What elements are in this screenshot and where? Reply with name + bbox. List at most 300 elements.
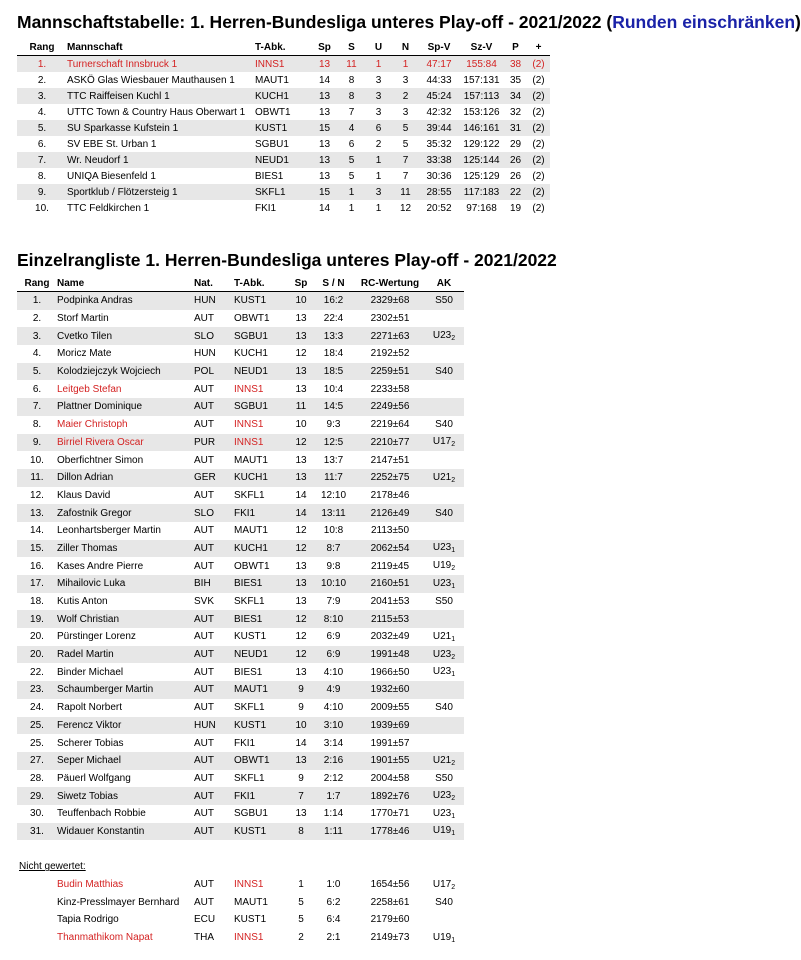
team-table-title: Mannschaftstabelle: 1. Herren-Bundesliga unteres Play-off - 2021/2022 (Runden einschränken) — [17, 12, 801, 32]
team-game-ratio: 47:17 — [419, 56, 459, 73]
player-name[interactable]: Dillon Adrian — [57, 469, 194, 487]
player-row — [17, 398, 464, 416]
team-game-ratio: 35:32 — [426, 138, 452, 150]
player-rc-rating: 2329±68 — [356, 292, 424, 310]
player-rank: 16. — [30, 560, 44, 572]
player-rank: 7. — [17, 398, 57, 416]
player-name[interactable]: Tapia Rodrigo — [57, 914, 119, 926]
player-rank: 5. — [17, 363, 57, 381]
team-row — [17, 88, 550, 104]
player-age-class — [424, 292, 464, 310]
player-row — [17, 380, 464, 398]
player-age-class — [424, 557, 464, 575]
player-name[interactable]: Pürstinger Lorenz — [57, 631, 136, 643]
player-rank: 1. — [17, 292, 57, 310]
player-team-abbr[interactable]: INNS1 — [234, 419, 264, 431]
age-class-label: U17 — [432, 878, 452, 890]
age-class-label: S50 — [435, 596, 453, 608]
player-played: 13 — [295, 560, 307, 572]
player-nationality: AUT — [194, 610, 234, 628]
team-bonus: (2) — [532, 202, 545, 214]
player-name[interactable]: Maier Christoph — [57, 419, 128, 431]
player-age-class — [424, 540, 464, 558]
age-class-subscript: 1 — [451, 812, 456, 820]
player-team-abbr[interactable]: INNS1 — [234, 383, 264, 395]
player-team-abbr[interactable]: SKFL1 — [234, 596, 265, 608]
player-name[interactable]: Rapolt Norbert — [57, 702, 123, 714]
player-team-abbr[interactable]: MAUT1 — [234, 896, 268, 908]
team-name[interactable]: SU Sparkasse Kufstein 1 — [67, 120, 255, 136]
player-team-abbr[interactable]: MAUT1 — [234, 525, 268, 537]
col-mannschaft[interactable]: Mannschaft — [67, 40, 255, 56]
player-win-loss: 6:2 — [326, 896, 341, 908]
team-points: 38 — [504, 56, 527, 73]
age-class-label: S40 — [435, 702, 453, 714]
player-nationality: AUT — [194, 896, 214, 908]
age-class-subscript: 2 — [451, 476, 456, 484]
player-rc-rating: 2004±58 — [370, 772, 410, 784]
player-rc-rating: 1654±56 — [370, 879, 410, 891]
player-name[interactable]: Kases Andre Pierre — [57, 560, 144, 572]
player-win-loss: 14:5 — [311, 398, 356, 416]
col-ak[interactable]: AK — [424, 276, 464, 292]
team-name[interactable]: SV EBE St. Urban 1 — [67, 138, 157, 150]
player-rc-rating: 2258±61 — [370, 896, 410, 908]
team-draws: 1 — [365, 56, 392, 73]
player-played: 5 — [298, 896, 304, 908]
player-nationality: AUT — [194, 787, 234, 805]
col-plus[interactable]: + — [527, 40, 550, 56]
player-age-class — [424, 805, 464, 823]
player-name[interactable]: Budin Matthias — [57, 879, 124, 891]
player-team-abbr[interactable]: KUST1 — [234, 631, 267, 643]
player-team-abbr[interactable]: INNS1 — [234, 932, 264, 944]
team-abbr: BIES1 — [255, 170, 284, 182]
age-class-subscript: 1 — [451, 671, 456, 679]
player-team-abbr[interactable]: SKFL1 — [234, 489, 265, 501]
player-age-class — [424, 876, 464, 894]
player-played: 13 — [291, 327, 311, 345]
player-team-abbr[interactable]: OBWT1 — [234, 560, 270, 572]
team-row — [17, 56, 550, 73]
age-class-label: U23 — [432, 648, 452, 660]
team-game-ratio: 45:24 — [419, 88, 459, 104]
team-played: 13 — [318, 106, 331, 118]
player-team-abbr[interactable]: BIES1 — [234, 575, 291, 593]
team-set-ratio: 153:126 — [463, 106, 500, 118]
player-team-abbr[interactable]: KUST1 — [234, 717, 291, 735]
col-spv[interactable]: Sp-V — [419, 40, 459, 56]
player-played: 14 — [295, 737, 307, 749]
team-table-header — [17, 40, 550, 56]
player-row — [17, 575, 464, 593]
player-name[interactable]: Radel Martin — [57, 646, 194, 664]
team-name[interactable]: UTTC Town & Country Haus Oberwart 1 — [67, 106, 246, 118]
player-row — [17, 681, 464, 699]
player-team-abbr[interactable]: BIES1 — [234, 666, 263, 678]
player-team-abbr[interactable]: SKFL1 — [234, 772, 265, 784]
player-age-class — [424, 681, 464, 699]
player-rank: 8. — [32, 419, 42, 431]
player-name[interactable]: Siwetz Tobias — [57, 787, 194, 805]
player-name[interactable]: Plattner Dominique — [57, 398, 194, 416]
player-rc-rating: 2259±51 — [356, 363, 424, 381]
age-class-label: S50 — [435, 295, 453, 307]
player-name[interactable]: Leitgeb Stefan — [57, 383, 122, 395]
col-tabk[interactable]: T-Abk. — [255, 40, 311, 56]
player-name[interactable]: Kutis Anton — [57, 596, 108, 608]
col-u[interactable]: U — [365, 40, 392, 56]
col-rang[interactable]: Rang — [17, 276, 57, 292]
player-name[interactable]: Storf Martin — [57, 313, 109, 325]
player-nationality: AUT — [194, 752, 234, 770]
player-played: 12 — [295, 631, 307, 643]
team-losses: 1 — [392, 56, 419, 73]
player-team-abbr[interactable]: SGBU1 — [234, 327, 291, 345]
col-s[interactable]: S — [338, 40, 365, 56]
age-class-label: S50 — [435, 772, 453, 784]
player-row — [17, 451, 464, 469]
player-nationality: GER — [194, 469, 234, 487]
team-points: 22 — [504, 184, 527, 200]
col-sn[interactable]: S / N — [311, 276, 356, 292]
player-age-class — [424, 787, 464, 805]
team-draws: 1 — [375, 170, 382, 182]
team-name[interactable]: TTC Raiffeisen Kuchl 1 — [67, 88, 255, 104]
player-rank: 24. — [30, 702, 44, 714]
player-played: 11 — [291, 398, 311, 416]
team-draws: 1 — [375, 202, 382, 214]
player-win-loss: 1:14 — [323, 808, 344, 820]
player-win-loss: 2:16 — [311, 752, 356, 770]
team-game-ratio: 42:32 — [426, 106, 452, 118]
player-win-loss: 2:12 — [323, 772, 344, 784]
player-age-class — [424, 893, 464, 911]
team-bonus: (2) — [532, 138, 545, 150]
player-age-class — [424, 610, 464, 628]
team-wins: 8 — [338, 88, 365, 104]
player-win-loss: 1:11 — [311, 823, 356, 841]
player-team-abbr[interactable]: KUST1 — [234, 823, 291, 841]
age-class-label: U21 — [432, 471, 452, 483]
col-p[interactable]: P — [504, 40, 527, 56]
team-abbr: KUST1 — [255, 120, 311, 136]
player-row — [17, 504, 464, 522]
player-nationality: AUT — [194, 879, 214, 891]
team-standings-table — [17, 40, 550, 216]
team-losses: 3 — [402, 74, 409, 86]
team-bonus: (2) — [532, 170, 545, 182]
team-name[interactable]: TTC Feldkirchen 1 — [67, 202, 150, 214]
col-tabk[interactable]: T-Abk. — [234, 276, 291, 292]
team-set-ratio: 157:113 — [459, 88, 504, 104]
not-rated-label-row — [17, 858, 464, 876]
player-name[interactable]: Ferencz Viktor — [57, 717, 194, 735]
player-win-loss: 10:8 — [323, 525, 344, 537]
age-class-subscript: 2 — [451, 565, 456, 573]
player-played: 10 — [295, 419, 307, 431]
player-rc-rating: 1991±48 — [356, 646, 424, 664]
player-team-abbr[interactable]: MAUT1 — [234, 681, 291, 699]
player-nationality: AUT — [194, 454, 214, 466]
player-nationality: AUT — [194, 419, 214, 431]
col-n[interactable]: N — [392, 40, 419, 56]
player-row — [17, 699, 464, 717]
player-win-loss: 3:14 — [323, 737, 344, 749]
team-losses: 11 — [392, 184, 419, 200]
player-team-abbr[interactable]: FKI1 — [234, 504, 291, 522]
age-class-label: S40 — [435, 366, 453, 378]
player-played: 5 — [298, 914, 304, 926]
age-class-subscript: 1 — [451, 936, 456, 944]
team-wins: 7 — [348, 106, 355, 118]
player-name[interactable]: Moricz Mate — [57, 348, 112, 360]
player-win-loss: 6:9 — [311, 646, 356, 664]
team-set-ratio: 97:168 — [466, 202, 497, 214]
player-name[interactable]: Podpinka Andras — [57, 292, 194, 310]
player-name[interactable]: Wolf Christian — [57, 610, 194, 628]
player-name[interactable]: Cvetko Tilen — [57, 327, 194, 345]
player-name[interactable]: Päuerl Wolfgang — [57, 772, 131, 784]
player-name[interactable]: Ziller Thomas — [57, 540, 194, 558]
player-rank: 25. — [17, 717, 57, 735]
player-nationality: AUT — [194, 540, 234, 558]
player-age-class — [424, 469, 464, 487]
team-abbr: NEUD1 — [255, 152, 311, 168]
player-played: 8 — [291, 823, 311, 841]
col-rc[interactable]: RC-Wertung — [356, 276, 424, 292]
team-name[interactable]: ASKÖ Glas Wiesbauer Mauthausen 1 — [67, 74, 235, 86]
player-row — [17, 876, 464, 894]
player-row — [17, 734, 464, 752]
age-class-subscript: 1 — [451, 635, 456, 643]
player-win-loss: 12:5 — [311, 434, 356, 452]
player-played: 12 — [295, 525, 307, 537]
player-name[interactable]: Kolodziejczyk Wojciech — [57, 363, 194, 381]
col-nat[interactable]: Nat. — [194, 276, 234, 292]
player-played: 12 — [291, 610, 311, 628]
player-team-abbr[interactable]: FKI1 — [234, 737, 256, 749]
player-nationality: AUT — [194, 737, 214, 749]
player-row — [17, 770, 464, 788]
age-class-subscript: 2 — [451, 795, 456, 803]
player-rank: 13. — [17, 504, 57, 522]
player-name[interactable]: Binder Michael — [57, 666, 124, 678]
player-row — [17, 628, 464, 646]
team-draws: 3 — [375, 106, 382, 118]
player-team-abbr[interactable]: SKFL1 — [234, 702, 265, 714]
team-played: 14 — [318, 74, 331, 86]
player-rc-rating: 2271±63 — [356, 327, 424, 345]
age-class-label: U23 — [432, 666, 452, 678]
player-nationality: SLO — [194, 327, 234, 345]
player-age-class — [424, 752, 464, 770]
player-team-abbr[interactable]: KUCH1 — [234, 348, 268, 360]
player-name[interactable]: Mihailovic Luka — [57, 575, 194, 593]
player-win-loss: 2:1 — [326, 932, 341, 944]
player-age-class — [424, 717, 464, 735]
player-row — [17, 292, 464, 310]
team-set-ratio: 125:144 — [459, 152, 504, 168]
player-team-abbr[interactable]: INNS1 — [234, 879, 264, 891]
player-rank: 22. — [30, 666, 44, 678]
player-win-loss: 9:3 — [326, 419, 341, 431]
player-team-abbr[interactable]: KUST1 — [234, 914, 267, 926]
player-team-abbr[interactable]: FKI1 — [234, 787, 291, 805]
player-played: 10 — [291, 292, 311, 310]
player-rc-rating: 1939±69 — [356, 717, 424, 735]
team-bonus: (2) — [532, 74, 545, 86]
col-sp[interactable]: Sp — [311, 40, 338, 56]
player-win-loss: 8:7 — [311, 540, 356, 558]
player-row — [17, 310, 464, 328]
player-ranking-table — [17, 276, 464, 946]
team-game-ratio: 44:33 — [426, 74, 452, 86]
team-played: 13 — [311, 152, 338, 168]
team-abbr: SGBU1 — [255, 138, 289, 150]
player-win-loss: 13:7 — [323, 454, 344, 466]
player-name[interactable]: Schaumberger Martin — [57, 681, 194, 699]
player-age-class — [424, 327, 464, 345]
player-row — [17, 522, 464, 540]
player-rc-rating: 2210±77 — [356, 434, 424, 452]
player-age-class — [424, 646, 464, 664]
team-wins: 6 — [348, 138, 355, 150]
player-played: 13 — [295, 454, 307, 466]
col-name[interactable]: Name — [57, 276, 194, 292]
player-table-title: Einzelrangliste 1. Herren-Bundesliga unteres Play-off - 2021/2022 — [17, 250, 557, 270]
player-rc-rating: 2160±51 — [356, 575, 424, 593]
team-played: 14 — [318, 202, 331, 214]
team-game-ratio: 30:36 — [426, 170, 452, 182]
player-played: 14 — [295, 489, 307, 501]
team-name[interactable]: Wr. Neudorf 1 — [67, 152, 255, 168]
player-rc-rating: 2192±52 — [370, 348, 410, 360]
player-row — [17, 416, 464, 434]
player-name[interactable]: Kinz-Presslmayer Bernhard — [57, 896, 180, 908]
player-played: 14 — [291, 504, 311, 522]
team-draws: 3 — [365, 88, 392, 104]
player-nationality: SVK — [194, 596, 215, 608]
player-name[interactable]: Leonhartsberger Martin — [57, 525, 161, 537]
restrict-rounds-link[interactable]: Runden einschränken — [612, 12, 796, 32]
player-row — [17, 805, 464, 823]
player-age-class — [424, 363, 464, 381]
player-rc-rating: 2113±50 — [370, 525, 410, 537]
player-rank — [17, 893, 57, 911]
age-class-label: U19 — [432, 560, 452, 572]
player-nationality: HUN — [194, 717, 234, 735]
team-bonus: (2) — [527, 120, 550, 136]
col-sp[interactable]: Sp — [291, 276, 311, 292]
player-rank: 6. — [32, 383, 42, 395]
player-team-abbr[interactable]: MAUT1 — [234, 454, 268, 466]
player-nationality: PUR — [194, 434, 234, 452]
player-team-abbr[interactable]: KUCH1 — [234, 469, 291, 487]
player-team-abbr[interactable]: KUST1 — [234, 292, 291, 310]
player-rc-rating: 2009±55 — [370, 702, 410, 714]
player-team-abbr[interactable]: INNS1 — [234, 434, 291, 452]
player-age-class — [424, 310, 464, 328]
player-nationality: HUN — [194, 292, 234, 310]
player-rank: 19. — [17, 610, 57, 628]
player-age-class — [424, 628, 464, 646]
player-name[interactable]: Scherer Tobias — [57, 737, 124, 749]
team-wins: 1 — [348, 202, 355, 214]
player-name[interactable]: Oberfichtner Simon — [57, 454, 144, 466]
team-game-ratio: 28:55 — [419, 184, 459, 200]
player-nationality: POL — [194, 363, 234, 381]
player-name[interactable]: Birriel Rivera Oscar — [57, 434, 194, 452]
team-played: 13 — [311, 88, 338, 104]
col-rang[interactable]: Rang — [17, 40, 67, 56]
player-row — [17, 823, 464, 841]
team-name[interactable]: Turnerschaft Innsbruck 1 — [67, 56, 255, 73]
player-nationality: AUT — [194, 525, 214, 537]
player-age-class — [424, 823, 464, 841]
player-rc-rating: 2149±73 — [370, 932, 410, 944]
player-win-loss: 4:10 — [323, 702, 344, 714]
player-win-loss: 16:2 — [311, 292, 356, 310]
player-nationality: AUT — [194, 702, 214, 714]
player-team-abbr[interactable]: BIES1 — [234, 610, 291, 628]
age-class-label: S40 — [435, 896, 453, 908]
player-team-abbr[interactable]: OBWT1 — [234, 752, 291, 770]
player-nationality: AUT — [194, 823, 234, 841]
team-rank: 10. — [35, 202, 49, 214]
team-rank: 4. — [37, 106, 47, 118]
team-draws: 3 — [375, 74, 382, 86]
player-team-abbr[interactable]: KUCH1 — [234, 540, 291, 558]
team-wins: 11 — [338, 56, 365, 73]
team-wins: 8 — [348, 74, 355, 86]
player-team-abbr[interactable]: NEUD1 — [234, 363, 291, 381]
player-name[interactable]: Thanmathikom Napat — [57, 932, 153, 944]
player-win-loss: 10:4 — [323, 383, 344, 395]
player-name[interactable]: Klaus David — [57, 489, 111, 501]
team-abbr: INNS1 — [255, 56, 311, 73]
player-team-abbr[interactable]: SGBU1 — [234, 808, 268, 820]
player-rank: 14. — [30, 525, 44, 537]
age-class-label: U17 — [432, 436, 452, 448]
player-age-class — [424, 345, 464, 363]
player-name[interactable]: Widauer Konstantin — [57, 823, 194, 841]
player-rank: 4. — [32, 348, 42, 360]
player-team-abbr[interactable]: SGBU1 — [234, 398, 291, 416]
player-name[interactable]: Teuffenbach Robbie — [57, 808, 146, 820]
player-name[interactable]: Seper Michael — [57, 752, 194, 770]
col-szv[interactable]: Sz-V — [459, 40, 504, 56]
player-nationality: HUN — [194, 348, 216, 360]
player-row — [17, 610, 464, 628]
team-abbr: FKI1 — [255, 202, 277, 214]
player-rc-rating: 2062±54 — [356, 540, 424, 558]
player-name[interactable]: Zafostnik Gregor — [57, 504, 194, 522]
team-name[interactable]: Sportklub / Flötzersteig 1 — [67, 184, 255, 200]
team-rank: 1. — [17, 56, 67, 73]
team-name[interactable]: UNIQA Biesenfeld 1 — [67, 170, 156, 182]
separator-cell — [17, 840, 464, 858]
player-rank: 17. — [17, 575, 57, 593]
player-team-abbr[interactable]: NEUD1 — [234, 646, 291, 664]
player-age-class — [424, 593, 464, 611]
player-played: 13 — [291, 575, 311, 593]
team-wins: 1 — [338, 184, 365, 200]
team-set-ratio: 117:183 — [459, 184, 504, 200]
player-team-abbr[interactable]: OBWT1 — [234, 313, 270, 325]
team-points: 31 — [504, 120, 527, 136]
team-losses: 7 — [402, 170, 409, 182]
